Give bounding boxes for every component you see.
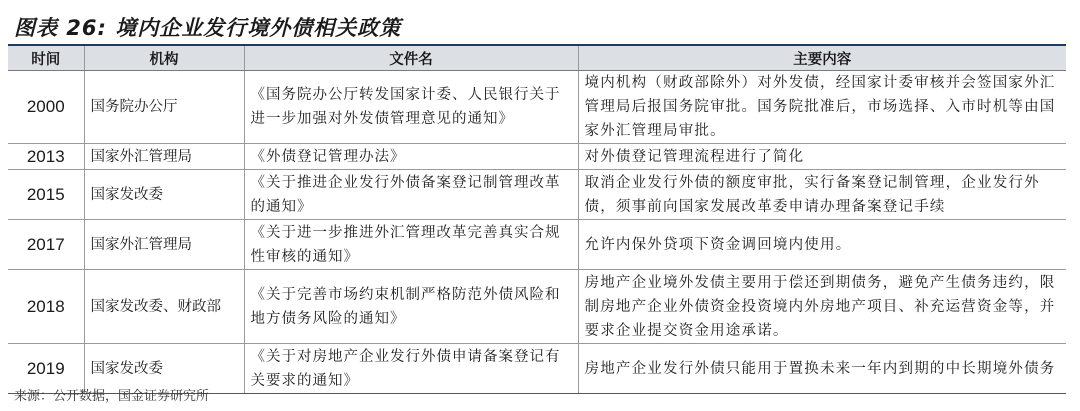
title-bar [8,8,1066,46]
table-row [8,170,1066,220]
row-agency: 国家发改委 [84,170,244,220]
header-agency: 机构 [84,46,244,71]
row-year: 2019 [8,344,84,394]
row-year: 2018 [8,270,84,344]
row-year: 2013 [8,144,84,170]
row-content: 房地产企业境外发债主要用于偿还到期债务，避免产生债务违约，限制房地产企业外债资金投资境内外房地产项目、补充运营资金等，并要求企业提交资金用途承诺。 [578,270,1066,344]
row-document: 《关于进一步推进外汇管理改革完善真实合规性审核的通知》 [244,220,578,270]
header-document: 文件名 [244,46,578,71]
table-row [8,144,1066,170]
row-year: 2015 [8,170,84,220]
row-content: 境内机构（财政部除外）对外发债，经国家计委审核并会签国家外汇管理局后报国务院审批。国务院批准后，市场选择、入市时机等由国家外汇管理局审批。 [578,71,1066,144]
row-content: 取消企业发行外债的额度审批，实行备案登记制管理，企业发行外债，须事前向国家发展改革委申请办理备案登记手续 [578,170,1066,220]
row-document: 《关于对房地产企业发行外债申请备案登记有关要求的通知》 [244,344,578,394]
row-document: 《外债登记管理办法》 [244,144,578,170]
row-content: 允许内保外贷项下资金调回境内使用。 [578,220,1066,270]
table-row [8,71,1066,144]
header-content: 主要内容 [578,46,1066,71]
row-agency: 国家发改委、财政部 [84,270,244,344]
header-time: 时间 [8,46,84,71]
row-year: 2000 [8,71,84,144]
row-agency: 国务院办公厅 [84,71,244,144]
row-content: 房地产企业发行外债只能用于置换未来一年内到期的中长期境外债务 [578,344,1066,394]
row-agency: 国家外汇管理局 [84,144,244,170]
row-document: 《关于推进企业发行外债备案登记制管理改革的通知》 [244,170,578,220]
table-header-row [8,46,1066,71]
row-document: 《关于完善市场约束机制严格防范外债风险和地方债务风险的通知》 [244,270,578,344]
row-document: 《国务院办公厅转发国家计委、人民银行关于进一步加强对外发债管理意见的通知》 [244,71,578,144]
source-note: 来源：公开数据，国金证券研究所 [14,389,210,404]
figure-title: 图表 26: 境内企业发行境外债相关政策 [14,16,402,40]
row-content: 对外债登记管理流程进行了简化 [578,144,1066,170]
row-year: 2017 [8,220,84,270]
table-row [8,220,1066,270]
row-agency: 国家发改委 [84,344,244,394]
row-agency: 国家外汇管理局 [84,220,244,270]
policy-table [8,46,1066,394]
table-row [8,270,1066,344]
